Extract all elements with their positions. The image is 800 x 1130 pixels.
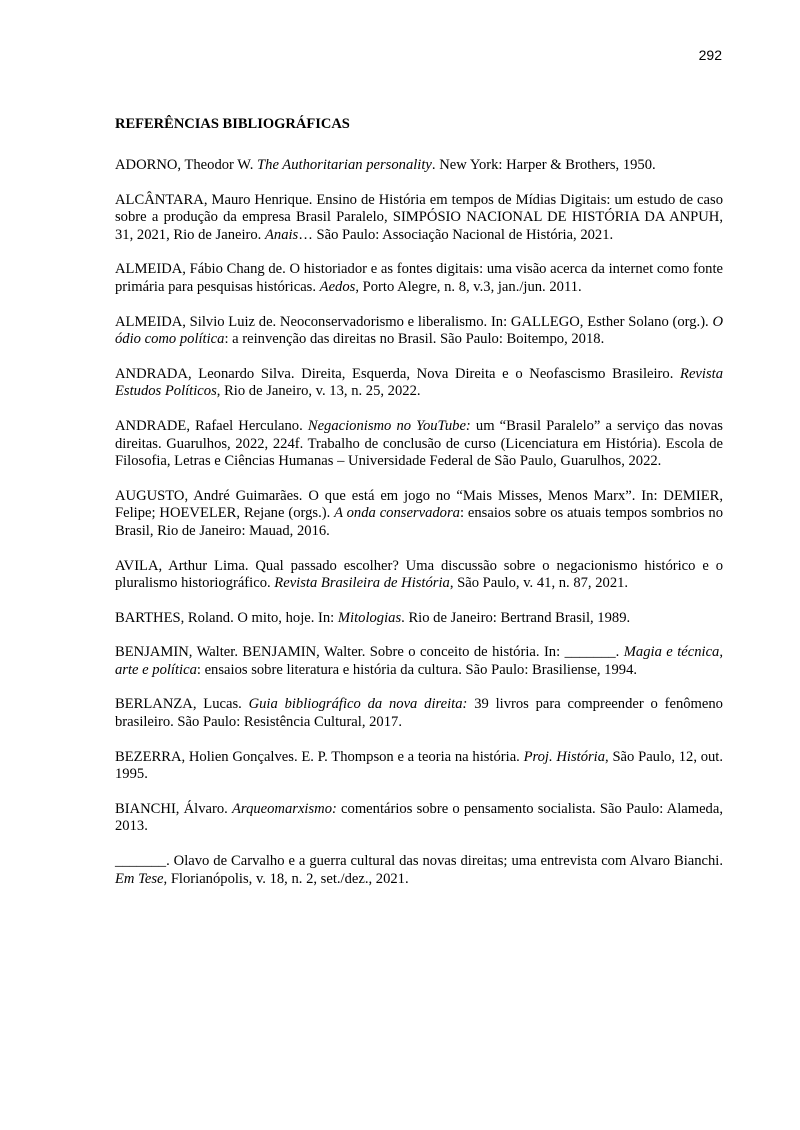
reference-text-segment: ANDRADA, Leonardo Silva. Direita, Esquerda, Nova Direita e o Neofascismo Brasileiro. (115, 365, 681, 382)
reference-text-segment: . Rio de Janeiro: Bertrand Brasil, 1989. (401, 609, 631, 626)
reference-text-segment: : ensaios sobre literatura e história da cultura. São Paulo: Brasiliense, 1994. (196, 661, 638, 678)
reference-entry (115, 488, 723, 541)
reference-text-segment: ADORNO, Theodor W. (115, 157, 258, 173)
reference-entry (115, 558, 723, 593)
reference-italic-segment: Proj. História (523, 748, 606, 765)
reference-text-segment: _______. Olavo de Carvalho e a guerra cultural das novas direitas; uma entrevista com Alvaro Bianchi. (115, 853, 723, 870)
reference-text-segment: BENJAMIN, Walter. BENJAMIN, Walter. Sobre o conceito de história. In: _______. (115, 644, 624, 661)
reference-italic-segment: A onda conservadora (334, 505, 460, 522)
reference-text-segment: , Florianópolis, v. 18, n. 2, set./dez., 2021. (163, 870, 409, 887)
reference-text-segment: , Porto Alegre, n. 8, v.3, jan./jun. 2011. (355, 278, 582, 295)
reference-text-segment: ANDRADE, Rafael Herculano. (115, 417, 308, 434)
reference-italic-segment: Arqueomarxismo: (232, 800, 337, 817)
reference-entry (115, 366, 723, 401)
reference-italic-segment: Em Tese (115, 870, 164, 887)
reference-italic-segment: Guia bibliográfico da nova direita: (248, 696, 468, 713)
reference-entry (115, 644, 723, 679)
reference-text-segment: AUGUSTO, André Guimarães. O que está em jogo no “Mais Misses, Menos Marx”. In: DEMIER, Felipe; HOEVELER, Rejane (orgs.). (115, 487, 723, 522)
section-title: REFERÊNCIAS BIBLIOGRÁFICAS (115, 116, 350, 132)
reference-italic-segment: Revista Brasileira de História (274, 575, 450, 592)
reference-text-segment: BIANCHI, Álvaro. (115, 800, 233, 817)
reference-text-segment: : a reinvenção das direitas no Brasil. São Paulo: Boitempo, 2018. (224, 331, 605, 348)
reference-text-segment: um “Brasil Paralelo” a serviço das novas direitas. Guarulhos, 2022, 224f. Trabalho de conclusão de curso (Licenciatura em História). Escola de Filosofia, Letras e Ciências Humanas – Universidade Federal de São Paulo, Guarulhos, 2022. (115, 417, 723, 470)
reference-italic-segment: The Authoritarian personality (257, 157, 432, 173)
reference-text-segment: ALCÂNTARA, Mauro Henrique. Ensino de História em tempos de Mídias Digitais: um estudo de caso sobre a produção da empresa Brasil Paralelo, SIMPÓSIO NACIONAL DE HISTÓRIA DA ANPUH, 31, 2021, Rio de Janeiro. (115, 191, 723, 243)
reference-text-segment: BARTHES, Roland. O mito, hoje. In: (115, 609, 338, 626)
reference-entry (115, 696, 723, 731)
reference-entry (115, 801, 723, 836)
reference-list (115, 157, 723, 888)
reference-text-segment: ALMEIDA, Fábio Chang de. O historiador e as fontes digitais: uma visão acerca da internet como fonte primária para pesquisas históricas. (115, 261, 723, 295)
reference-entry (115, 157, 723, 175)
reference-italic-segment: Negacionismo no YouTube: (307, 417, 471, 434)
reference-entry (115, 192, 723, 245)
reference-entry (115, 314, 723, 349)
reference-text-segment: AVILA, Arthur Lima. Qual passado escolher? Uma discussão sobre o negacionismo histórico e o pluralismo historiográfico. (115, 557, 723, 592)
reference-italic-segment: Magia e técnica, arte e política (115, 644, 723, 678)
reference-text-segment: . New York: Harper & Brothers, 1950. (431, 157, 656, 173)
reference-italic-segment: Mitologias (337, 609, 402, 626)
reference-italic-segment: Revista Estudos Políticos (115, 365, 723, 400)
reference-text-segment: comentários sobre o pensamento socialista. São Paulo: Alameda, 2013. (115, 800, 723, 835)
reference-text-segment: … São Paulo: Associação Nacional de História, 2021. (298, 226, 614, 243)
reference-text-segment: , São Paulo, 12, out. 1995. (115, 748, 724, 783)
reference-text-segment: 39 livros para compreender o fenômeno brasileiro. São Paulo: Resistência Cultural, 2017. (115, 696, 723, 731)
reference-italic-segment: Anais (264, 226, 299, 243)
reference-entry (115, 853, 723, 888)
reference-italic-segment: O ódio como política (115, 313, 723, 348)
page-number: 292 (698, 47, 722, 63)
reference-text-segment: : ensaios sobre os atuais tempos sombrios no Brasil, Rio de Janeiro: Mauad, 2016. (115, 505, 723, 539)
reference-entry (115, 418, 723, 471)
reference-text-segment: BEZERRA, Holien Gonçalves. E. P. Thompson e a teoria na história. (115, 748, 524, 765)
reference-text-segment: ALMEIDA, Silvio Luiz de. Neoconservadorismo e liberalismo. In: GALLEGO, Esther Solano (org.). (115, 313, 713, 330)
reference-text-segment: , São Paulo, v. 41, n. 87, 2021. (449, 575, 629, 592)
reference-entry (115, 749, 723, 784)
reference-text-segment: BERLANZA, Lucas. (115, 696, 249, 713)
reference-entry (115, 610, 723, 628)
reference-entry (115, 261, 723, 296)
reference-italic-segment: Aedos (319, 278, 356, 295)
reference-text-segment: , Rio de Janeiro, v. 13, n. 25, 2022. (216, 383, 421, 400)
references-section (115, 115, 723, 905)
